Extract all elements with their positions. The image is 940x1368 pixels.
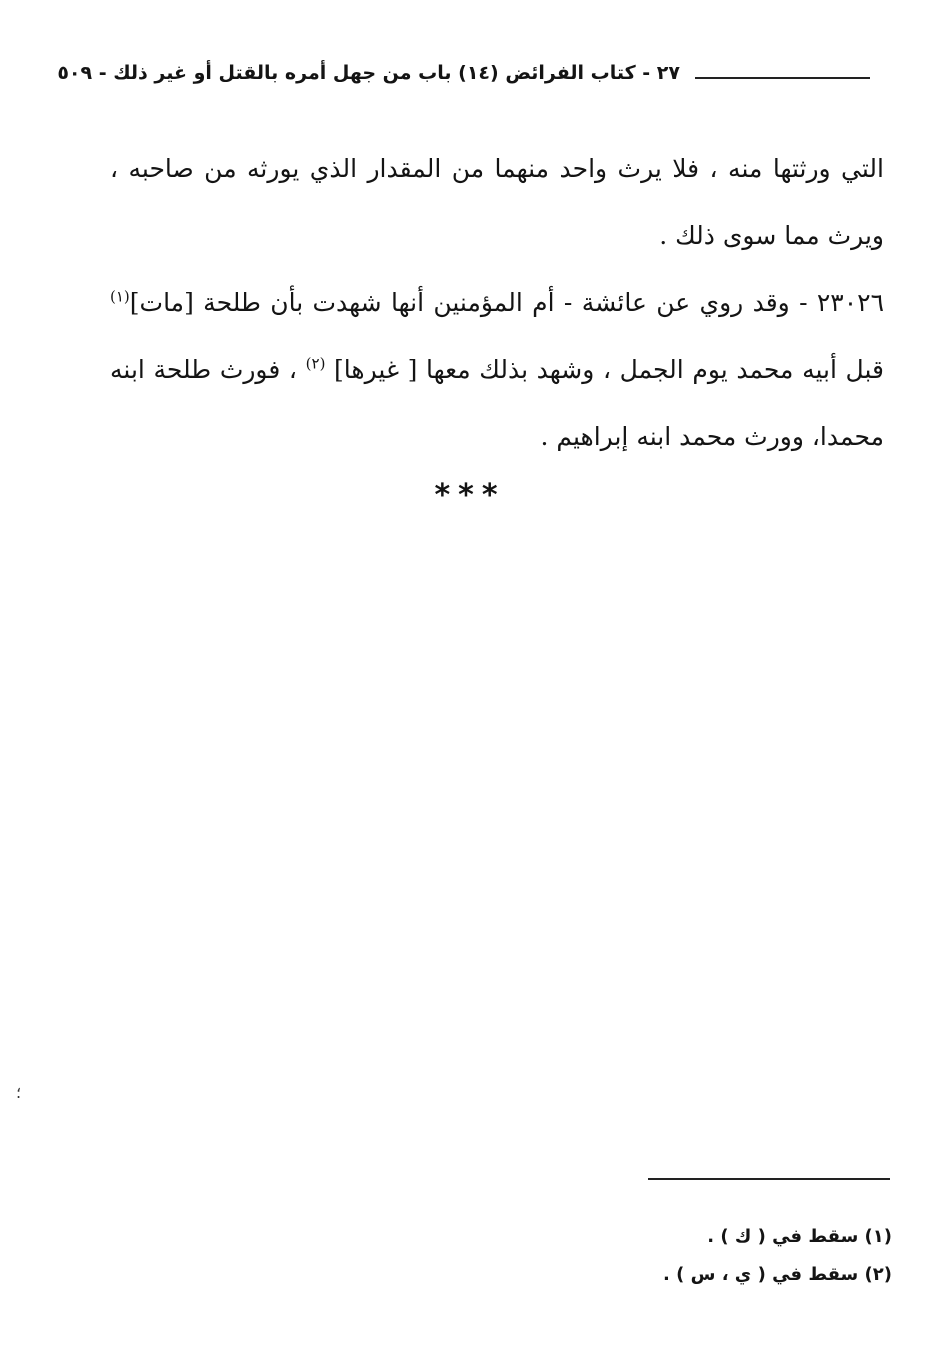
paragraph-hadith-23026 [110, 269, 884, 470]
footnote-rule [648, 1178, 890, 1180]
hadith-text-part3: ، فورث طلحة ابنه محمدا، وورث محمد ابنه إبراهيم . [110, 355, 884, 451]
header-rule [695, 77, 870, 79]
footnote-ref-2: (٢) [305, 354, 326, 373]
footnotes [472, 1218, 892, 1294]
footnote-ref-1: (١) [110, 287, 130, 306]
running-title: ٢٧ - كتاب الفرائض (١٤) باب من جهل أمره بالقتل أو غير ذلك - ٥٠٩ [57, 62, 680, 84]
hadith-dash: - [789, 288, 817, 317]
paragraph-1: التي ورثتها منه ، فلا يرث واحد منهما من المقدار الذي يورثه من صاحبه ، ويرث مما سوى ذلك . [110, 154, 884, 250]
section-separator: *** [434, 478, 506, 513]
margin-mark: ؛ [16, 1083, 22, 1102]
footnote-1: (١) سقط في ( ك ) . [707, 1226, 892, 1247]
hadith-text-part1: وقد روي عن عائشة - أم المؤمنين أنها شهدت بأن طلحة [مات] [129, 288, 790, 317]
footnote-2: (٢) سقط في ( ي ، س ) . [663, 1264, 892, 1285]
running-header [57, 62, 890, 96]
hadith-number: ٢٣٠٢٦ [816, 288, 885, 317]
body-text [110, 135, 884, 470]
hadith-text-part2: قبل أبيه محمد يوم الجمل ، وشهد بذلك معها [ غيرها] [325, 355, 884, 384]
